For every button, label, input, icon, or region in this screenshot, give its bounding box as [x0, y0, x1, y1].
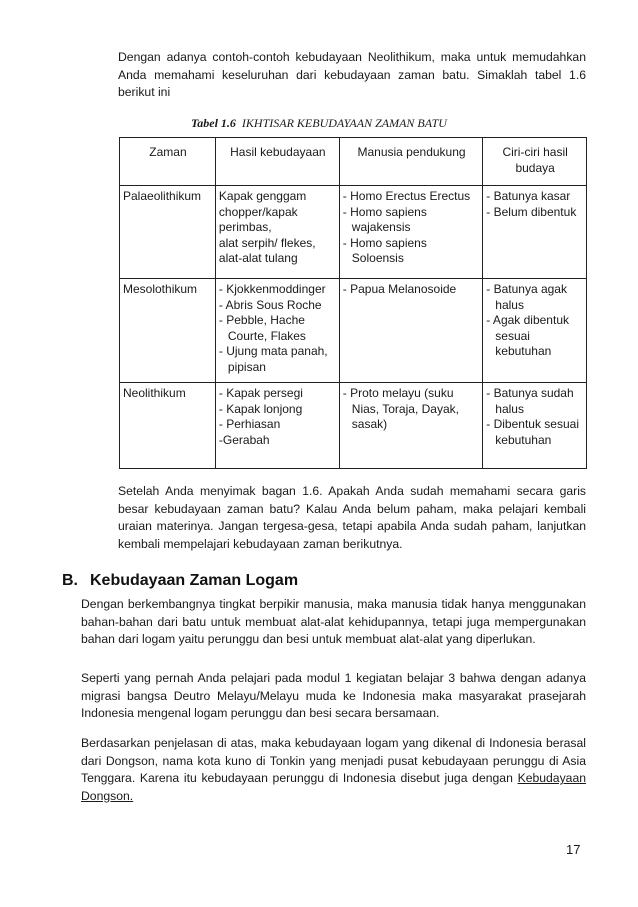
table-caption-label: Tabel 1.6 — [191, 116, 236, 130]
stone-age-table — [119, 137, 587, 469]
cell-line: - Homo Erectus Erectus — [342, 189, 471, 203]
cell-line: - Abris Sous Roche — [218, 297, 322, 312]
cell-ciri — [483, 279, 587, 383]
cell-line: chopper/kapak — [218, 204, 298, 219]
page-number: 17 — [566, 842, 581, 857]
cell-line: - Batunya agak halus — [486, 282, 567, 312]
cell-line: -Gerabah — [218, 432, 270, 447]
cell-zaman: Neolithikum — [120, 383, 216, 469]
after-table-paragraph: Setelah Anda menyimak bagan 1.6. Apakah Anda sudah memahami secara garis besar kebudayaan zaman batu? Kalau Anda belum paham, maka pelajari kembali uraian materinya. Jangan tergesa-gesa, tetapi apabila Anda sudah paham, lanjutkan kembali mempelajari kebudayaan zaman berikutnya. — [118, 484, 586, 551]
cell-line: alat-alat tulang — [218, 251, 298, 266]
cell-line: - Homo sapiens wajakensis — [342, 204, 427, 235]
table-row — [120, 279, 587, 383]
cell-hasil — [215, 383, 339, 469]
cell-ciri — [483, 186, 587, 279]
cell-line: - Pebble, Hache Courte, Flakes — [218, 313, 306, 343]
section-title: Kebudayaan Zaman Logam — [90, 572, 299, 589]
cell-manusia — [339, 279, 482, 383]
table-caption-title: IKHTISAR KEBUDAYAAN ZAMAN BATU — [241, 116, 447, 130]
table-row — [120, 383, 587, 469]
cell-zaman: Palaeolithikum — [120, 186, 216, 279]
cell-manusia — [339, 186, 482, 279]
cell-ciri — [483, 383, 587, 469]
kebudayaan-dongson-link: Kebudayaan Dongson. — [81, 771, 587, 803]
header-zaman: Zaman — [120, 138, 216, 186]
cell-manusia — [339, 383, 482, 469]
cell-line: - Proto melayu (suku Nias, Toraja, Dayak, sasak) — [342, 386, 459, 432]
cell-line: - Kapak persegi — [218, 386, 303, 400]
header-hasil: Hasil kebudayaan — [215, 138, 339, 186]
cell-line: - Kapak lonjong — [218, 401, 303, 416]
table-row — [120, 186, 587, 279]
cell-line: alat serpih/ flekes, — [218, 235, 316, 250]
cell-line: - Kjokkenmoddinger — [218, 282, 326, 296]
cell-line: - Belum dibentuk — [486, 204, 577, 219]
section-paragraph-2: Seperti yang pernah Anda pelajari pada modul 1 kegiatan belajar 3 bahwa dengan adanya migrasi bangsa Deutro Melayu/Melayu muda ke Indonesia maka masyarakat prasejarah Indonesia mengenal logam perunggu dan besi secara bersamaan. — [81, 671, 586, 720]
cell-line: - Dibentuk sesuai kebutuhan — [486, 417, 579, 447]
section-paragraph-1: Dengan berkembangnya tingkat berpikir manusia, maka manusia tidak hanya menggunakan bahan-bahan dari batu untuk membuat alat-alat kehidupannya, tetapi juga mempergunakan bahan dari logam yaitu perunggu dan besi untuk membuat alat-alat yang diperlukan. — [81, 597, 586, 646]
cell-line: - Ujung mata panah, pipisan — [218, 344, 328, 374]
cell-line: - Batunya sudah halus — [486, 386, 574, 416]
section-heading — [62, 572, 298, 590]
header-manusia: Manusia pendukung — [339, 138, 482, 186]
intro-paragraph: Dengan adanya contoh-contoh kebudayaan Neolithikum, maka untuk memudahkan Anda memahami keseluruhan dari kebudayaan zaman batu. Simaklah tabel 1.6 berikut ini — [118, 50, 586, 99]
table-header-row — [120, 138, 587, 186]
cell-hasil — [215, 279, 339, 383]
section-number: B. — [62, 572, 78, 589]
cell-hasil — [215, 186, 339, 279]
cell-line: Kapak genggam — [218, 189, 307, 203]
section-paragraph-3-text: Berdasarkan penjelasan di atas, maka kebudayaan logam yang dikenal di Indonesia berasal dari Dongson, nama kota kuno di Tonkin yang menjadi pusat kebudayaan perunggu di Asia Tenggara. Karena itu kebudayaan perunggu di Indonesia disebut juga dengan — [81, 736, 586, 785]
cell-zaman: Mesolothikum — [120, 279, 216, 383]
cell-line: - Batunya kasar — [486, 189, 571, 203]
cell-line: perimbas, — [218, 220, 272, 235]
header-ciri: Ciri-ciri hasil budaya — [483, 138, 587, 186]
cell-line: - Homo sapiens Soloensis — [342, 235, 427, 266]
cell-line: - Perhiasan — [218, 417, 281, 432]
cell-line: - Papua Melanosoide — [342, 282, 457, 296]
cell-line: - Agak dibentuk sesuai kebutuhan — [486, 313, 569, 359]
table-caption — [0, 116, 638, 131]
section-paragraph-3 — [81, 735, 586, 805]
